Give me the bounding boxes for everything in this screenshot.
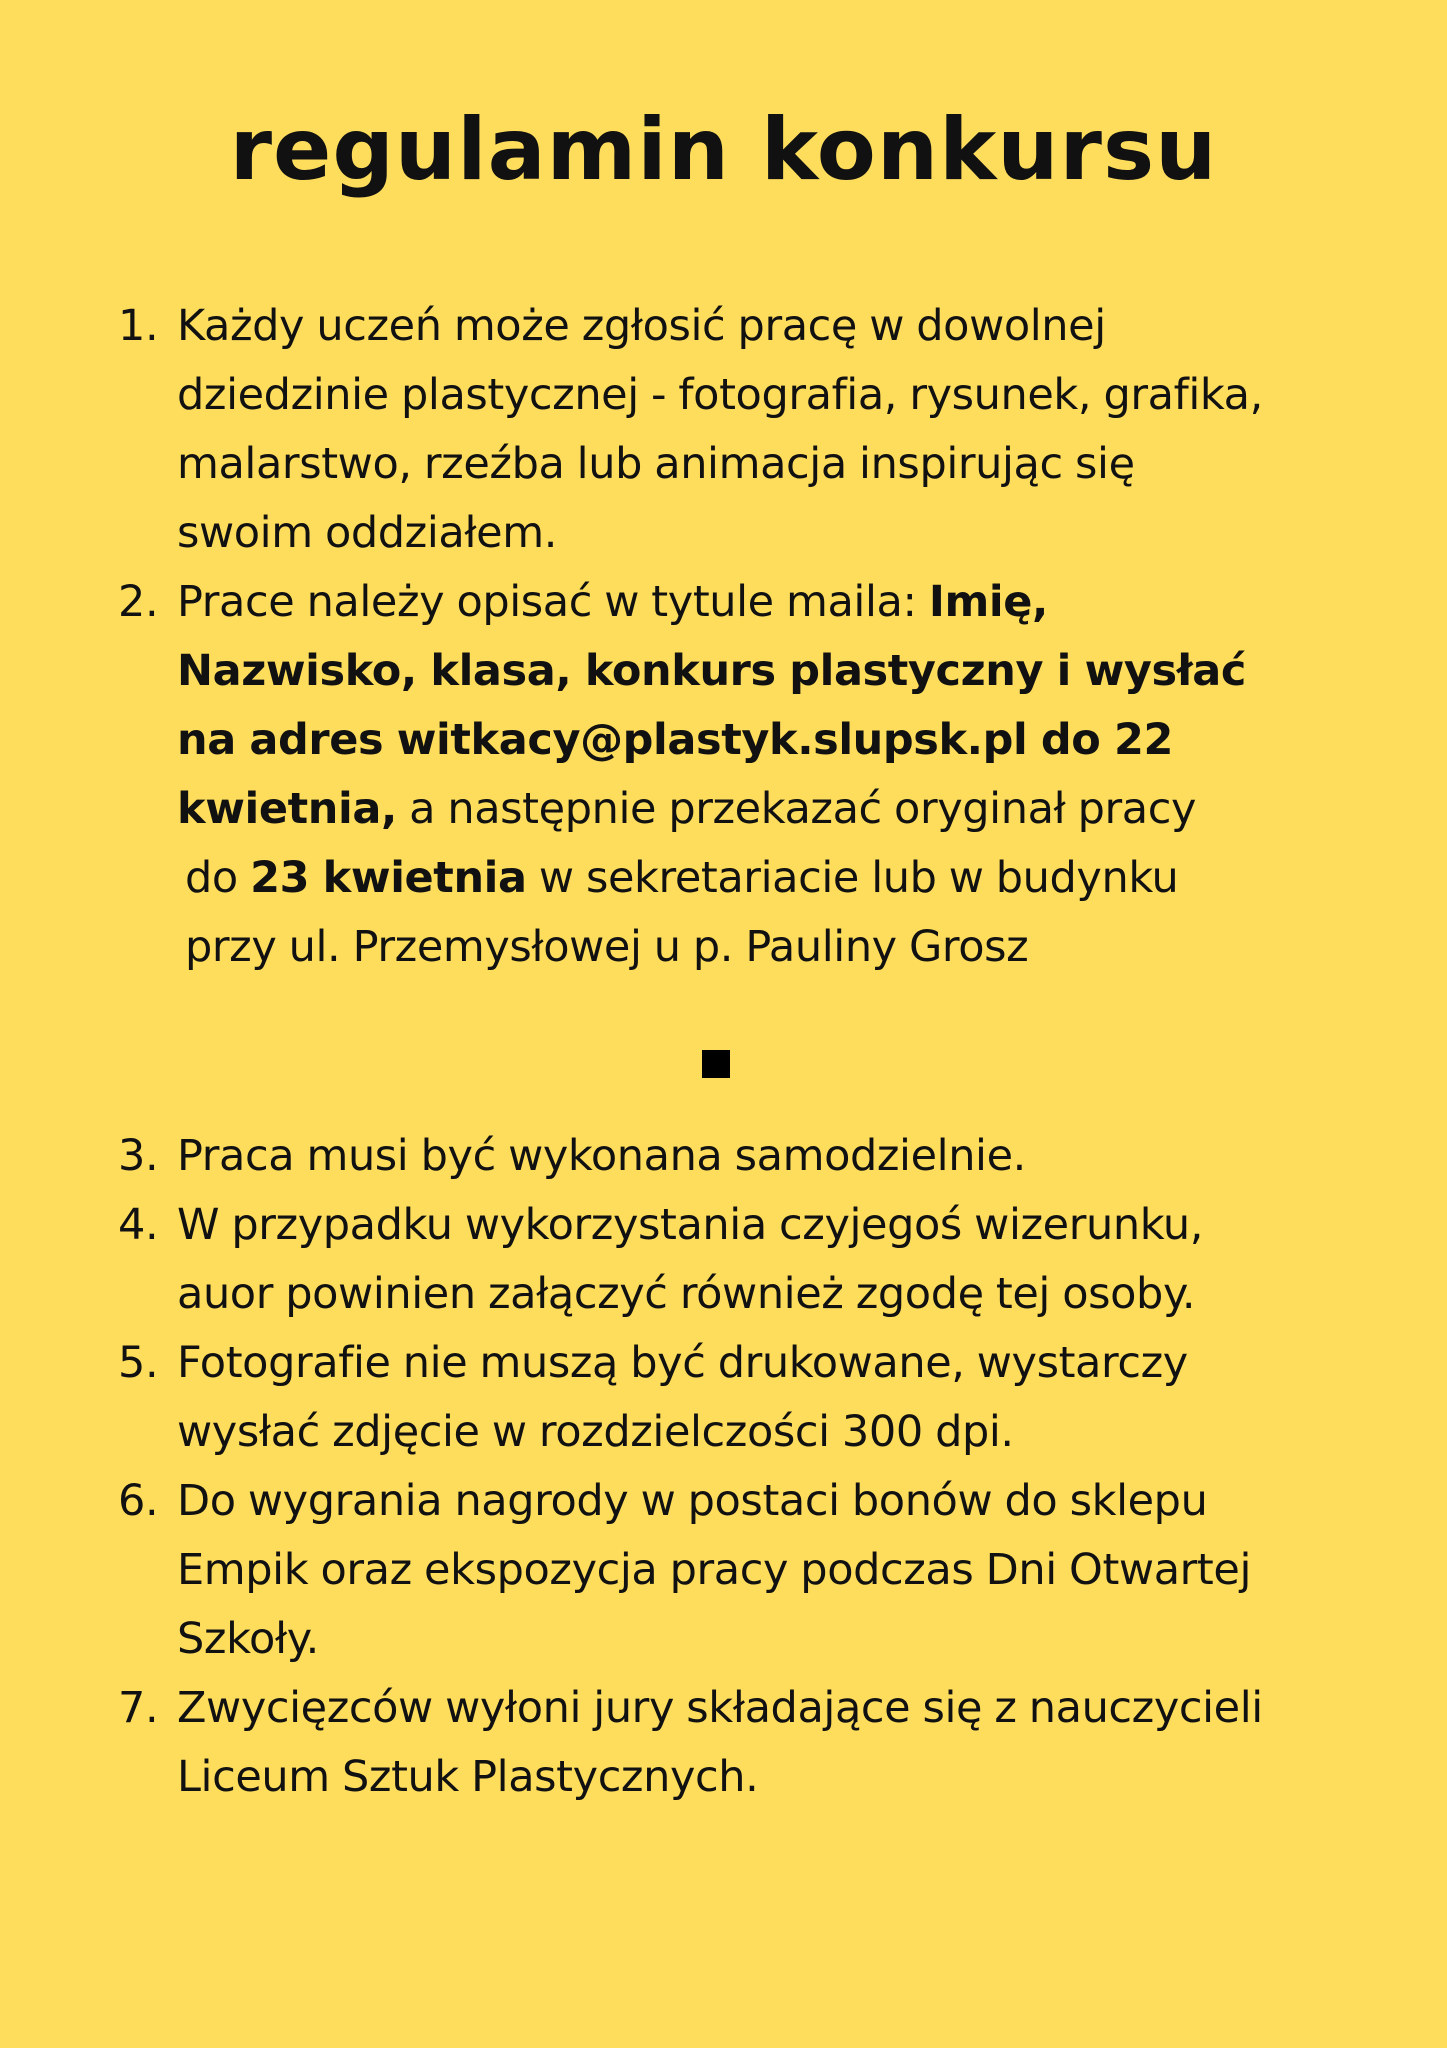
rule-number: 5. — [118, 1338, 159, 1388]
rule-line — [177, 844, 1368, 913]
rule-text-bold: Nazwisko, klasa, konkurs plastyczny i wysłać — [177, 646, 1246, 696]
rule-line — [177, 637, 1368, 706]
rules-list-part1 — [118, 292, 1368, 982]
rule-line: Praca musi być wykonana samodzielnie. — [177, 1131, 1026, 1181]
rule-line: malarstwo, rzeźba lub animacja inspirując się — [177, 439, 1135, 489]
rule-3 — [118, 1122, 1368, 1191]
rule-text: Prace należy opisać w tytule maila: — [177, 577, 929, 627]
deadline-text: 23 kwietnia — [250, 853, 527, 903]
rule-line: Każdy uczeń może zgłosić pracę w dowolnej — [177, 301, 1106, 351]
rules-list-part2 — [118, 1122, 1368, 1812]
rule-number: 3. — [118, 1131, 159, 1181]
rule-line — [177, 706, 1368, 775]
rule-line: wysłać zdjęcie w rozdzielczości 300 dpi. — [177, 1407, 1014, 1457]
rule-text-bold: kwietnia, — [177, 784, 397, 834]
rule-number: 7. — [118, 1683, 159, 1733]
rule-line: swoim oddziałem. — [177, 508, 557, 558]
rule-line: Liceum Sztuk Plastycznych. — [177, 1752, 759, 1802]
rule-number: 4. — [118, 1200, 159, 1250]
rule-text: do — [185, 853, 251, 903]
rule-1 — [118, 292, 1368, 568]
rule-line: auor powinien załączyć również zgodę tej osoby. — [177, 1269, 1196, 1319]
square-divider-icon — [702, 1050, 730, 1078]
rule-2 — [118, 568, 1368, 982]
rule-line: Szkoły. — [177, 1614, 319, 1664]
rule-line: Do wygrania nagrody w postaci bonów do sklepu — [177, 1476, 1208, 1526]
rule-4 — [118, 1191, 1368, 1329]
rule-line — [177, 568, 1368, 637]
rule-6 — [118, 1467, 1368, 1674]
rule-number: 1. — [118, 301, 159, 351]
email-address-text: na adres witkacy@plastyk.slupsk.pl do 22 — [177, 715, 1174, 765]
rule-line: W przypadku wykorzystania czyjegoś wizerunku, — [177, 1200, 1203, 1250]
rule-number: 6. — [118, 1476, 159, 1526]
rule-7 — [118, 1674, 1368, 1812]
rule-line: przy ul. Przemysłowej u p. Pauliny Grosz — [185, 922, 1029, 972]
rule-number: 2. — [118, 577, 159, 627]
rule-text: w sekretariacie lub w budynku — [526, 853, 1179, 903]
page-title: regulamin konkursu — [229, 100, 1218, 200]
rule-line: Fotografie nie muszą być drukowane, wystarczy — [177, 1338, 1188, 1388]
rule-line: Zwycięzców wyłoni jury składające się z nauczycieli — [177, 1683, 1263, 1733]
rule-line — [177, 775, 1368, 844]
rule-text-bold: Imię, — [928, 577, 1048, 627]
rule-line: dziedzinie plastycznej - fotografia, rysunek, grafika, — [177, 370, 1263, 420]
rule-5 — [118, 1329, 1368, 1467]
rule-line: Empik oraz ekspozycja pracy podczas Dni Otwartej — [177, 1545, 1251, 1595]
rule-text: a następnie przekazać oryginał pracy — [396, 784, 1197, 834]
